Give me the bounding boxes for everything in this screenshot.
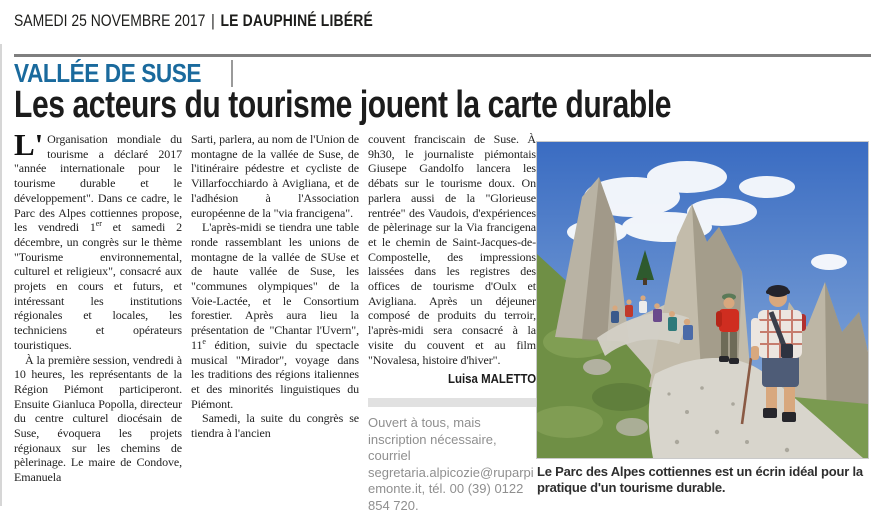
paragraph-2: À la première session, vendredi à 10 heures, les représentants de la Région Piémont participeront. Ensuite Gianluca Popolla, directeur du centre culturel diocésain de Suse, évoquera les projets régionaux sur les chemins de pèlerinage. Le maire de Condove, Emanuela <box>14 352 182 485</box>
masthead-separator: | <box>211 11 215 30</box>
photo-caption: Le Parc des Alpes cottiennes est un écrin idéal pour la pratique d'un tourisme durable. <box>537 464 863 495</box>
article-headline: Les acteurs du tourisme jouent la carte durable <box>14 84 672 126</box>
column-2 <box>191 132 359 514</box>
drop-cap: L' <box>14 127 44 162</box>
article-photo <box>536 141 869 459</box>
column-1 <box>14 127 182 514</box>
paragraph-5: Samedi, la suite du congrès se tiendra à l'ancien <box>191 411 359 441</box>
paragraph-6: couvent franciscain de Suse. À 9h30, le journaliste piémontais Giusepe Gandolfo lancera les débats sur le tourisme doux. On parlera aussi de la "Glorieuse rentrée" des Vaudois, d'expériences de pèlerinage sur la Via francigena et le chemin de Saint-Jacques-de-Compostelle, des impressions laissées dans les registres des offices de tourisme d'Oulx et Avigliana. Après un déjeuner composé de produits du terroir, l'après-midi sera consacré à la visite du couvent et au film "Novalesa, histoire d'hiver". <box>368 132 536 367</box>
kicker-row <box>14 59 233 87</box>
byline <box>368 370 536 388</box>
column-3 <box>368 132 536 514</box>
article-body <box>14 127 536 514</box>
masthead <box>14 11 373 31</box>
paragraph-text: L'après-midi se tiendra une table ronde rassemblant les unions de montagne de la vallée de SUse et de haute vallée de Suse, les "communes olympiques" de la Voie-Lactée, et le Consortium forestier. Après aura lieu la présentation de "Chantar l'Uvern", 11 <box>191 220 359 352</box>
paragraph-3: Sarti, parlera, au nom de l'Union de montagne de la vallée de Suse, de l'itinéraire pédestre et cycliste de Villarfocchiardo à Avigliana, et de l'adhésion à l'Association européenne de la "via francigena". <box>191 132 359 220</box>
paragraph-text: et samedi 2 décembre, un congrès sur le thème "Tourisme environnemental, culturel et religieux", consacré aux projets en cours et futurs, et intéressant les institutions régionales et locales, les techniciens et opérateurs touristiques. <box>14 220 182 352</box>
byline-author: Luisa MALETTO <box>447 371 536 387</box>
section-kicker: VALLÉE DE SUSE <box>14 57 202 88</box>
superscript-e: e <box>202 336 206 346</box>
masthead-date: SAMEDI 25 NOVEMBRE 2017 <box>14 11 206 30</box>
kicker-divider <box>231 60 233 87</box>
paragraph-text: Organisation mondiale du tourisme a déclaré 2017 "année internationale pour le tourisme durable et le développement". Dans ce cadre, le Parc des Alpes cottiennes propose, les vendredi 1 <box>14 132 182 235</box>
infobox-divider <box>368 398 536 407</box>
paragraph-1 <box>14 127 182 353</box>
paragraph-4 <box>191 220 359 411</box>
superscript-er: er <box>95 219 102 229</box>
masthead-title: LE DAUPHINÉ LIBÉRÉ <box>220 11 373 30</box>
infobox-text: Ouvert à tous, mais inscription nécessaire, courriel segretaria.alpicozie@ruparpiemonte.it, tél. 00 (39) 0122 854 720. <box>368 415 534 513</box>
page-edge-divider <box>0 44 2 506</box>
paragraph-text: édition, suivie du spectacle musical "Mirador", voyage dans les traditions des régions italiennes et des minorités linguistiques du Piémont. <box>191 337 359 411</box>
hikers-photo-illustration <box>537 142 868 458</box>
